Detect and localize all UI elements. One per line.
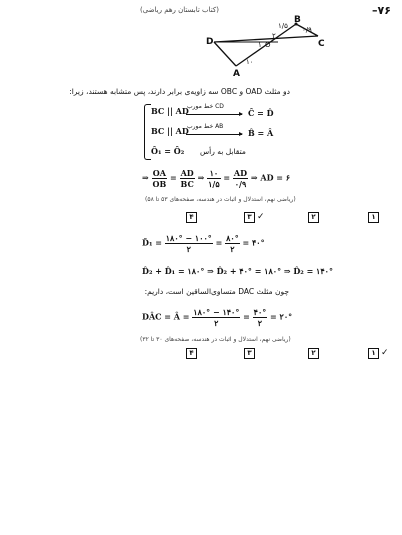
reference-1: (ریاضی نهم، استدلال و اثبات در هندسه، صفحه‌های ۵۳ تا ۵۸) <box>145 196 296 203</box>
ratio-num2: AD <box>180 168 194 178</box>
calc-d2: D̂₂ + D̂₁ = ۱۸۰° ⇒ D̂₂ + ۴۰° = ۱۸۰° ⇒ D̂₂ = ۱۴۰° <box>142 266 333 276</box>
reason3-left: Ô₁ = Ô₂ <box>151 146 185 156</box>
option1-4[interactable]: ۴ <box>186 212 199 223</box>
check-icon: ✓ <box>381 348 389 358</box>
reasons-brace <box>144 104 151 160</box>
ratio-equation: ⇒ $\frac{OA}{OB}$ = $\frac{AD}{BC}$ ⇒ $\frac{۱۰}{۱/۵}$ = $\frac{AD}{۰/۹}$ ⇒ AD = ۶ <box>142 168 291 189</box>
angle-label-1: ۱ <box>258 41 262 49</box>
reason2-left: BC || AD <box>151 126 189 136</box>
ratio-den2: BC <box>180 179 194 189</box>
ratio-result: AD = ۶ <box>260 172 291 183</box>
reason3-right: متقابل به رأس <box>200 147 246 156</box>
option1-1[interactable]: ۱ <box>368 212 381 223</box>
label-b: B <box>294 15 301 25</box>
option2-1[interactable]: ۱ ✓ <box>368 348 389 359</box>
ratio-num4: AD <box>233 168 248 178</box>
ratio-den3: ۱/۵ <box>208 179 220 189</box>
ratio-num1: OA <box>152 168 166 178</box>
isosceles-statement: چون مثلث DAC متساوی‌الساقین است، داریم: <box>144 287 289 296</box>
option1-3[interactable]: ۳ ✓ <box>244 212 265 223</box>
label-d: D <box>206 37 214 47</box>
geometry-figure <box>200 15 340 82</box>
option2-4[interactable]: ۴ <box>186 348 199 359</box>
reason1-arrow <box>186 114 242 115</box>
label-c: C <box>318 39 325 49</box>
page-number: –۷۶ <box>372 4 391 17</box>
label-a: A <box>233 69 240 79</box>
triangle-diagram <box>200 15 340 82</box>
reason1-right: Ĉ = D̂ <box>248 108 274 118</box>
intro-line: دو مثلث OAD و OBC سه زاویه‌ی برابر دارند، پس متشابه هستند، زیرا: <box>69 87 290 96</box>
ratio-den4: ۰/۹ <box>234 179 247 189</box>
reason1-left: BC || AD <box>151 106 189 116</box>
calc-d1: D̂₁ = $\frac{۱۸۰^\circ - ۱۰۰^\circ}{۲}$ = $\frac{۸۰^\circ}{۲}$ = ۴۰° <box>142 233 265 254</box>
ratio-den1: OB <box>152 179 167 189</box>
ratio-num3: ۱۰ <box>207 168 221 179</box>
reference-2: (ریاضی نهم، استدلال و اثبات در هندسه، صفحه‌های ۳۰ تا ۳۲) <box>140 336 291 343</box>
reason2-right: B̂ = Â <box>248 128 274 138</box>
option2-2[interactable]: ۲ <box>308 348 321 359</box>
segment-label-ob: ۱/۵ <box>278 22 288 30</box>
reason2-over: خط مورب AB <box>187 123 224 130</box>
reason2-arrow <box>186 134 242 135</box>
segment-d-a-vertex <box>214 42 236 66</box>
book-title: (کتاب تابستان رهم ریاضی) <box>140 6 219 14</box>
segment-label-bc: ۰/۹ <box>302 26 312 34</box>
calc-dac: DÂC = Â = $\frac{۱۸۰^\circ - ۱۴۰^\circ}{۲}$ = $\frac{۴۰^\circ}{۲}$ = ۲۰° <box>142 307 293 328</box>
check-icon: ✓ <box>257 212 265 222</box>
reason1-over: خط مورب CD <box>187 103 224 110</box>
label-o: O <box>265 41 271 49</box>
option1-2[interactable]: ۲ <box>308 212 321 223</box>
segment-label-ao: ۱۰ <box>246 58 254 66</box>
option2-3[interactable]: ۳ <box>244 348 257 359</box>
angle-label-2: ۲ <box>272 32 276 40</box>
